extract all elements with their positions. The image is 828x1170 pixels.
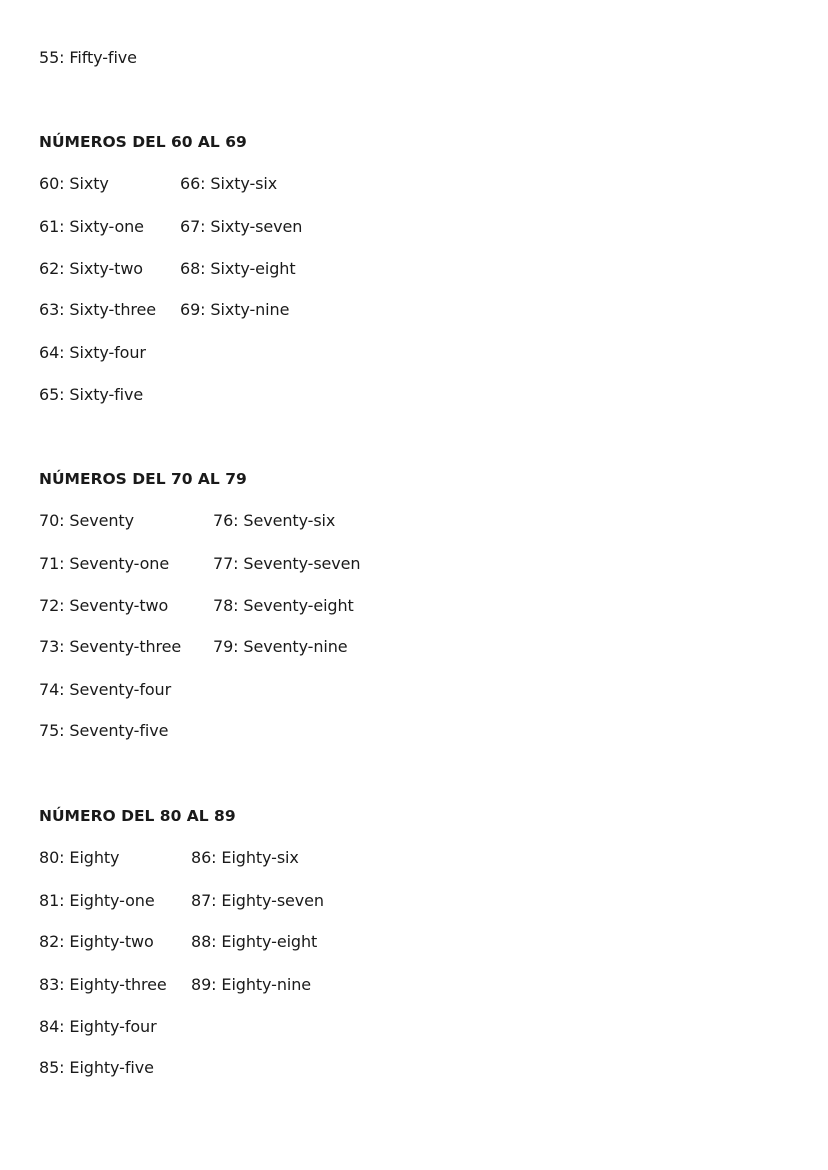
list-item: 75: Seventy-five xyxy=(39,721,169,740)
list-item: 79: Seventy-nine xyxy=(213,637,348,656)
list-item: 66: Sixty-six xyxy=(180,174,278,193)
list-item: 76: Seventy-six xyxy=(213,511,336,530)
list-item: 68: Sixty-eight xyxy=(180,259,296,278)
list-item: 80: Eighty xyxy=(39,848,120,867)
list-item: 64: Sixty-four xyxy=(39,343,146,362)
list-item: 61: Sixty-one xyxy=(39,217,144,236)
section-heading: NÚMEROS DEL 60 AL 69 xyxy=(39,133,247,151)
list-item: 88: Eighty-eight xyxy=(191,932,318,951)
section-heading: NÚMERO DEL 80 AL 89 xyxy=(39,807,236,825)
list-item: 67: Sixty-seven xyxy=(180,217,303,236)
list-item: 87: Eighty-seven xyxy=(191,891,324,910)
list-item: 69: Sixty-nine xyxy=(180,300,290,319)
list-item: 74: Seventy-four xyxy=(39,680,172,699)
list-item: 86: Eighty-six xyxy=(191,848,299,867)
list-item: 70: Seventy xyxy=(39,511,134,530)
list-item: 71: Seventy-one xyxy=(39,554,170,573)
list-item: 81: Eighty-one xyxy=(39,891,155,910)
list-item: 72: Seventy-two xyxy=(39,596,169,615)
list-item: 89: Eighty-nine xyxy=(191,975,311,994)
list-item: 82: Eighty-two xyxy=(39,932,154,951)
list-item: 63: Sixty-three xyxy=(39,300,156,319)
intro-line: 55: Fifty-five xyxy=(39,48,137,67)
list-item: 62: Sixty-two xyxy=(39,259,143,278)
list-item: 65: Sixty-five xyxy=(39,385,144,404)
list-item: 60: Sixty xyxy=(39,174,109,193)
list-item: 78: Seventy-eight xyxy=(213,596,354,615)
list-item: 85: Eighty-five xyxy=(39,1058,154,1077)
list-item: 77: Seventy-seven xyxy=(213,554,361,573)
list-item: 84: Eighty-four xyxy=(39,1017,157,1036)
list-item: 73: Seventy-three xyxy=(39,637,182,656)
section-heading: NÚMEROS DEL 70 AL 79 xyxy=(39,470,247,488)
list-item: 83: Eighty-three xyxy=(39,975,167,994)
